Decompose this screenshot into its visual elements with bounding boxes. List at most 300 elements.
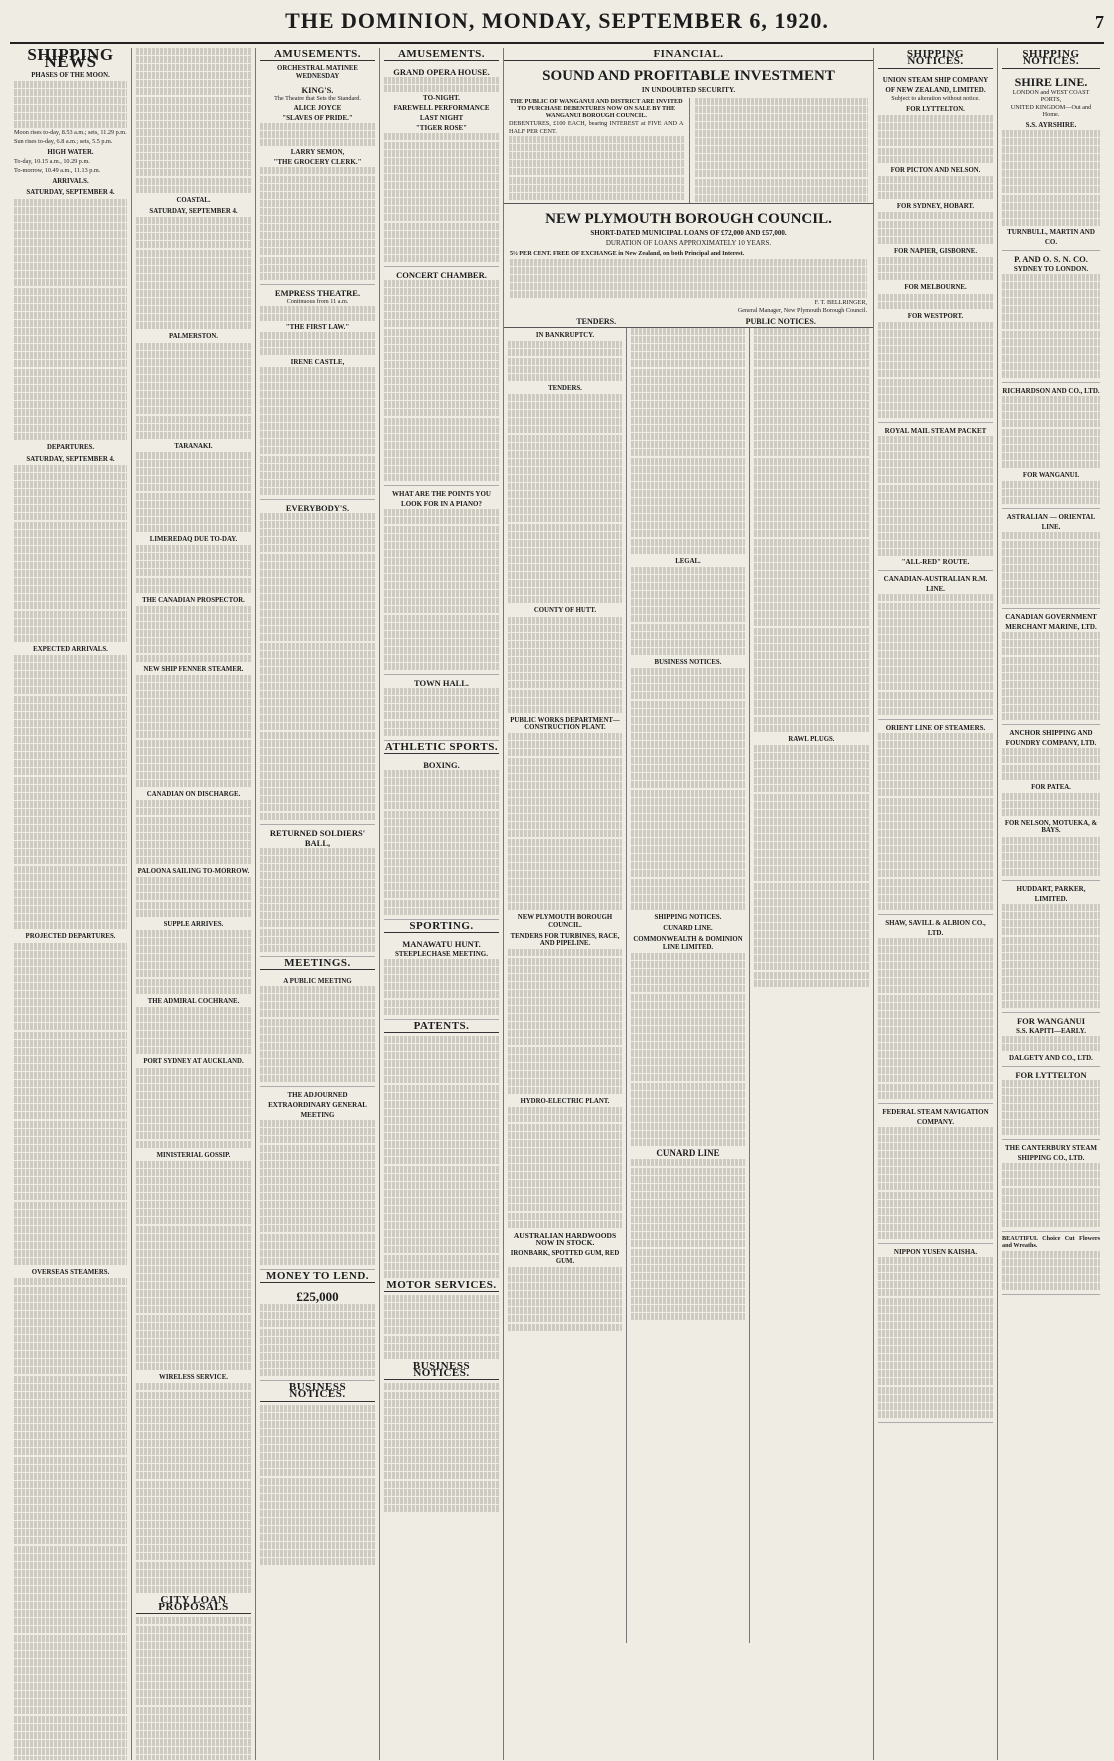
text-line-placeholder — [260, 176, 375, 183]
text-line-placeholder — [260, 715, 375, 722]
text-line-placeholder — [14, 1740, 127, 1747]
ad-concert-chamber — [384, 267, 499, 486]
text-line-placeholder — [14, 1376, 127, 1383]
text-line-placeholder — [260, 123, 375, 130]
tenders-column — [504, 328, 627, 1643]
text-line-placeholder — [508, 649, 622, 656]
text-line-placeholder — [754, 753, 869, 760]
text-line-placeholder — [1002, 1120, 1100, 1127]
ad-heading: UNION STEAM SHIP COMPANY OF NEW ZEALAND, LIMITED. — [882, 75, 989, 94]
subheading: SATURDAY, SEPTEMBER 4. — [149, 207, 238, 215]
text-line-placeholder — [260, 578, 375, 585]
text-line-placeholder — [260, 554, 375, 561]
text-line-placeholder — [631, 1265, 745, 1272]
text-line-placeholder — [136, 1355, 251, 1362]
text-line-placeholder — [878, 1298, 993, 1305]
text-line-placeholder — [695, 187, 869, 194]
ad-heading: RICHARDSON AND CO., LTD. — [1002, 387, 1100, 396]
text-line-placeholder — [1002, 937, 1100, 944]
text-line-placeholder — [631, 425, 745, 432]
text-line-placeholder — [754, 769, 869, 776]
text-line-placeholder — [878, 822, 993, 829]
text-line-placeholder — [754, 955, 869, 962]
text-line-placeholder — [14, 81, 127, 88]
text-line-placeholder — [260, 1250, 375, 1257]
text-line-placeholder — [508, 617, 622, 624]
ad-canadian-government — [1002, 609, 1100, 725]
text-line-placeholder — [754, 850, 869, 857]
text-line-placeholder — [384, 967, 499, 974]
text-line-placeholder — [878, 1354, 993, 1361]
text-line-placeholder — [878, 830, 993, 837]
text-line-placeholder — [136, 509, 251, 516]
text-line-placeholder — [878, 1403, 993, 1410]
text-line-placeholder — [260, 1353, 375, 1360]
text-line-placeholder — [136, 48, 251, 55]
subheading: COUNTY OF HUTT. — [533, 607, 597, 615]
text-line-placeholder — [631, 344, 745, 351]
text-line-placeholder — [14, 239, 127, 246]
text-line-placeholder — [878, 1067, 993, 1074]
text-line-placeholder — [695, 122, 869, 129]
text-line-placeholder — [878, 403, 993, 410]
text-line-placeholder — [136, 561, 251, 568]
text-line-placeholder — [384, 631, 499, 638]
text-line-placeholder — [384, 794, 499, 801]
text-line-placeholder — [508, 814, 622, 821]
text-line-placeholder — [631, 1208, 745, 1215]
text-line-placeholder — [136, 683, 251, 690]
text-line-placeholder — [260, 1534, 375, 1541]
subheading: LIMEREDAQ DUE TO-DAY. — [149, 535, 238, 543]
text-line-placeholder — [1002, 657, 1100, 664]
text-line-placeholder — [260, 780, 375, 787]
text-line-placeholder — [878, 229, 993, 236]
text-line-placeholder — [508, 1107, 622, 1114]
text-line-placeholder — [14, 627, 127, 634]
ad-heading: BOXING. — [423, 760, 460, 771]
ad-shire-line — [1002, 72, 1100, 251]
text-line-placeholder — [1002, 597, 1100, 604]
column-coastal-news — [132, 48, 256, 1760]
ad-heading: MANAWATU HUNT. — [402, 939, 481, 950]
text-line-placeholder — [878, 1362, 993, 1369]
ad-manawatu-hunt — [384, 936, 499, 1020]
text-line-placeholder — [14, 1497, 127, 1504]
text-line-placeholder — [14, 655, 127, 662]
text-line-placeholder — [14, 1064, 127, 1071]
text-line-placeholder — [260, 439, 375, 446]
text-line-placeholder — [508, 1307, 622, 1314]
text-line-placeholder — [260, 732, 375, 739]
text-line-placeholder — [136, 715, 251, 722]
text-line-placeholder — [260, 643, 375, 650]
text-line-placeholder — [631, 977, 745, 984]
text-line-placeholder — [631, 328, 745, 335]
text-line-placeholder — [260, 1320, 375, 1327]
text-line-placeholder — [136, 322, 251, 329]
text-line-placeholder — [384, 991, 499, 998]
text-line: THE PUBLIC OF WANGANUI AND DISTRICT ARE INVITED TO PURCHASE DEBENTURES NOW ON SALE BY THE WANGANUI BOROUGH COUNCIL. — [509, 97, 683, 120]
text-line-placeholder — [631, 1297, 745, 1304]
text-line-placeholder — [14, 1327, 127, 1334]
text-line-placeholder — [14, 1457, 127, 1464]
text-line-placeholder — [508, 366, 622, 373]
text-line-placeholder — [754, 530, 869, 537]
text-line-placeholder — [260, 856, 375, 863]
text-line-placeholder — [631, 591, 745, 598]
text-line-placeholder — [384, 811, 499, 818]
text-line-placeholder — [14, 401, 127, 408]
text-line-placeholder — [136, 113, 251, 120]
text-line-placeholder — [754, 810, 869, 817]
text-line-placeholder — [14, 914, 127, 921]
text-line-placeholder — [260, 888, 375, 895]
text-line-placeholder — [136, 1707, 251, 1714]
text-line-placeholder — [260, 772, 375, 779]
ad-flowers — [1002, 1232, 1100, 1295]
text-line-placeholder — [14, 1161, 127, 1168]
text-line-placeholder — [631, 522, 745, 529]
text-line-placeholder — [631, 969, 745, 976]
text-line-placeholder — [878, 635, 993, 642]
wanganui-ad — [504, 98, 873, 204]
text-line-placeholder — [260, 602, 375, 609]
text-line-placeholder — [260, 240, 375, 247]
text-line-placeholder — [14, 473, 127, 480]
text-line-placeholder — [1002, 420, 1100, 427]
text-line-placeholder — [508, 690, 622, 697]
text-line-placeholder — [136, 833, 251, 840]
text-line-placeholder — [508, 665, 622, 672]
text-line-placeholder — [1002, 665, 1100, 672]
text-line-placeholder — [136, 578, 251, 585]
text-line-placeholder — [508, 790, 622, 797]
text-line-placeholder — [136, 1031, 251, 1038]
text-line-placeholder — [631, 547, 745, 554]
text-line-placeholder — [1002, 219, 1100, 226]
text-line-placeholder — [384, 418, 499, 425]
section-heading: MEETINGS. — [260, 957, 375, 970]
text-line-placeholder — [508, 515, 622, 522]
text-line-placeholder — [631, 441, 745, 448]
text-line-placeholder — [384, 1424, 499, 1431]
text-line-placeholder — [14, 215, 127, 222]
text-line-placeholder — [14, 959, 127, 966]
text-line-placeholder — [878, 995, 993, 1002]
text-line-placeholder — [878, 1084, 993, 1091]
text-line-placeholder — [384, 598, 499, 605]
ad-heading: TOWN HALL. — [413, 678, 470, 689]
ad-heading: STEEPLECHASE MEETING. — [395, 950, 488, 959]
text-line-placeholder — [878, 1224, 993, 1231]
text-line-placeholder — [14, 663, 127, 670]
text-line-placeholder — [14, 882, 127, 889]
text-line-placeholder — [14, 1040, 127, 1047]
text-line-placeholder — [1002, 412, 1100, 419]
text-line-placeholder — [631, 567, 745, 574]
text-line-placeholder — [260, 1185, 375, 1192]
text-line-placeholder — [631, 1200, 745, 1207]
subheading: DEPARTURES. — [46, 444, 95, 452]
text-line-placeholder — [754, 579, 869, 586]
text-line-placeholder — [1002, 648, 1100, 655]
text-line-placeholder — [136, 979, 251, 986]
text-line-placeholder — [14, 1250, 127, 1257]
masthead-title: THE DOMINION, MONDAY, SEPTEMBER 6, 1920. — [285, 8, 829, 33]
text-line-placeholder — [509, 144, 684, 151]
text-line-placeholder — [136, 970, 251, 977]
text-line-placeholder — [1002, 290, 1100, 297]
text-line-placeholder — [754, 619, 869, 626]
text-line-placeholder — [384, 867, 499, 874]
text-line-placeholder — [384, 1101, 499, 1108]
text-line-placeholder — [14, 1343, 127, 1350]
text-line-placeholder — [384, 1271, 499, 1278]
text-line-placeholder — [136, 586, 251, 593]
text-line: Sun rises to-day, 6.8 a.m.; sets, 5.5 p.m. — [14, 137, 113, 145]
text-line-placeholder — [14, 1570, 127, 1577]
text-line-placeholder — [14, 1121, 127, 1128]
text-line-placeholder — [754, 947, 869, 954]
text-line-placeholder — [754, 587, 869, 594]
text-line-placeholder — [136, 841, 251, 848]
text-line-placeholder — [754, 785, 869, 792]
text-line-placeholder — [260, 273, 375, 280]
text-line-placeholder — [260, 675, 375, 682]
text-line-placeholder — [14, 336, 127, 343]
text-line-placeholder — [384, 385, 499, 392]
ad-heading: TO-NIGHT. — [423, 94, 460, 103]
text-line-placeholder — [136, 72, 251, 79]
text-line-placeholder — [14, 1226, 127, 1233]
text-line-placeholder — [136, 250, 251, 257]
ad-heading: "THE FIRST LAW." — [285, 323, 350, 332]
text-line-placeholder — [14, 1432, 127, 1439]
text-line-placeholder — [14, 1562, 127, 1569]
text-line-placeholder — [260, 634, 375, 641]
text-line-placeholder — [631, 1168, 745, 1175]
ad-heading: FAREWELL PERFORMANCE — [393, 104, 490, 113]
text-line-placeholder — [631, 749, 745, 756]
text-line-placeholder — [878, 1035, 993, 1042]
text-line-placeholder — [260, 848, 375, 855]
text-line-placeholder — [1002, 845, 1100, 852]
text-line-placeholder — [136, 780, 251, 787]
text-line-placeholder — [631, 417, 745, 424]
text-line-placeholder — [14, 841, 127, 848]
text-line-placeholder — [631, 676, 745, 683]
text-line-placeholder — [878, 1143, 993, 1150]
text-line-placeholder — [508, 1055, 622, 1062]
column-amusements-1 — [256, 48, 380, 1760]
text-line-placeholder — [631, 668, 745, 675]
text-line-placeholder — [631, 433, 745, 440]
text-line-placeholder — [136, 1747, 251, 1754]
text-line-placeholder — [260, 707, 375, 714]
text-line-placeholder — [260, 131, 375, 138]
text-line-placeholder — [384, 778, 499, 785]
text-line-placeholder — [260, 748, 375, 755]
text-line-placeholder — [754, 826, 869, 833]
text-line-placeholder — [631, 409, 745, 416]
text-line-placeholder — [1002, 969, 1100, 976]
text-line-placeholder — [631, 961, 745, 968]
text-line-placeholder — [136, 893, 251, 900]
text-line-placeholder — [508, 443, 622, 450]
ad-canadian-australian — [878, 571, 993, 719]
text-line-placeholder — [508, 435, 622, 442]
text-line-placeholder — [508, 774, 622, 781]
text-line-placeholder — [136, 1682, 251, 1689]
text-line-placeholder — [878, 683, 993, 690]
text-line-placeholder — [508, 839, 622, 846]
text-line-placeholder — [878, 978, 993, 985]
text-line-placeholder — [508, 1014, 622, 1021]
text-line-placeholder — [260, 904, 375, 911]
text-line-placeholder — [878, 667, 993, 674]
text-line-placeholder — [508, 1030, 622, 1037]
text-line-placeholder — [136, 343, 251, 350]
text-line-placeholder — [384, 434, 499, 441]
text-line-placeholder — [508, 475, 622, 482]
text-line-placeholder — [136, 161, 251, 168]
text-line-placeholder — [260, 1145, 375, 1152]
text-line-placeholder — [384, 442, 499, 449]
ad-grand-opera — [384, 64, 499, 267]
text-line-placeholder — [1002, 705, 1100, 712]
text-line-placeholder — [1002, 1251, 1100, 1258]
text-line-placeholder — [384, 85, 499, 92]
section-heading: CITY LOAN PROPOSALS — [136, 1594, 251, 1615]
text-line-placeholder — [260, 691, 375, 698]
text-line-placeholder — [631, 1002, 745, 1009]
text-line-placeholder — [1002, 489, 1100, 496]
text-line-placeholder — [508, 1156, 622, 1163]
text-line-placeholder — [508, 483, 622, 490]
text-line-placeholder — [136, 748, 251, 755]
text-line-placeholder — [1002, 904, 1100, 911]
text-line-placeholder — [508, 572, 622, 579]
text-line-placeholder — [14, 1169, 127, 1176]
text-line-placeholder — [384, 231, 499, 238]
text-line-placeholder — [260, 1193, 375, 1200]
text-line-placeholder — [136, 772, 251, 779]
subheading: THE CANADIAN PROSPECTOR. — [142, 596, 245, 604]
text-line-placeholder — [384, 1238, 499, 1245]
text-line-placeholder — [136, 1331, 251, 1338]
text-line-placeholder — [1002, 1044, 1100, 1051]
text-line-placeholder — [631, 530, 745, 537]
text-line-placeholder — [631, 490, 745, 497]
page-number: 7 — [1095, 12, 1104, 32]
section-heading: SHIPPING NOTICES. — [1002, 48, 1100, 69]
text-line-placeholder — [260, 1153, 375, 1160]
text-line-placeholder — [631, 575, 745, 582]
text-line-placeholder — [14, 720, 127, 727]
text-line-placeholder — [754, 498, 869, 505]
text-line-placeholder — [260, 586, 375, 593]
text-line-placeholder — [260, 472, 375, 479]
text-line-placeholder — [878, 212, 993, 219]
ad-heading: ASTRALIAN — ORIENTAL LINE. — [1006, 513, 1096, 532]
text-line-placeholder — [878, 273, 993, 280]
text-line-placeholder — [136, 638, 251, 645]
text-line-placeholder — [631, 449, 745, 456]
text-line-placeholder — [260, 332, 375, 339]
text-line-placeholder — [14, 296, 127, 303]
text-line-placeholder — [1002, 1112, 1100, 1119]
text-line-placeholder — [136, 493, 251, 500]
text-line-placeholder — [384, 663, 499, 670]
text-line-placeholder — [631, 1176, 745, 1183]
text-line-placeholder — [260, 994, 375, 1001]
text-line-placeholder — [260, 513, 375, 520]
subheading: PORT SYDNEY AT AUCKLAND. — [143, 1058, 244, 1066]
text-line-placeholder — [14, 1177, 127, 1184]
text-line-placeholder — [754, 842, 869, 849]
text-line-placeholder — [14, 513, 127, 520]
text-line-placeholder — [878, 192, 993, 199]
text-line-placeholder — [14, 1618, 127, 1625]
text-line-placeholder — [136, 64, 251, 71]
text-line-placeholder — [754, 972, 869, 979]
text-line-placeholder — [878, 806, 993, 813]
text-line-placeholder — [754, 931, 869, 938]
text-line-placeholder — [508, 806, 622, 813]
text-line-placeholder — [754, 708, 869, 715]
text-line-placeholder — [136, 1642, 251, 1649]
text-line-placeholder — [631, 879, 745, 886]
text-line-placeholder — [136, 460, 251, 467]
text-line-placeholder — [14, 1032, 127, 1039]
subheading: HIGH WATER. — [47, 149, 94, 157]
text-line-placeholder — [754, 328, 869, 335]
text-line-placeholder — [754, 393, 869, 400]
text-line-placeholder — [508, 1047, 622, 1054]
text-line-placeholder — [136, 1323, 251, 1330]
text-line-placeholder — [878, 387, 993, 394]
section-heading: FINANCIAL. — [504, 48, 873, 61]
text-line-placeholder — [14, 1683, 127, 1690]
text-line-placeholder — [136, 1124, 251, 1131]
text-line-placeholder — [754, 700, 869, 707]
text-line-placeholder — [878, 1411, 993, 1418]
text-line-placeholder — [1002, 853, 1100, 860]
text-line: To-day, 10.15 a.m., 10.29 p.m. — [14, 158, 90, 166]
text-line-placeholder — [508, 998, 622, 1005]
text-line-placeholder — [14, 1546, 127, 1553]
text-line-placeholder — [508, 1087, 622, 1094]
text-line-placeholder — [14, 570, 127, 577]
text-line-placeholder — [631, 994, 745, 1001]
ad-heading: SHAW, SAVILL & ALBION CO., LTD. — [885, 918, 986, 937]
text-line-placeholder — [260, 872, 375, 879]
text-line-placeholder — [260, 265, 375, 272]
text-line-placeholder — [136, 1068, 251, 1075]
text-line-placeholder — [260, 912, 375, 919]
text-line-placeholder — [136, 468, 251, 475]
ad-nippon — [878, 1244, 993, 1423]
text-line-placeholder — [1002, 437, 1100, 444]
text-line-placeholder — [384, 647, 499, 654]
ad-heading: ORIENT LINE OF STEAMERS. — [885, 723, 986, 732]
text-line-placeholder — [260, 1312, 375, 1319]
subheading: CUNARD LINE — [656, 1148, 720, 1159]
text-line-placeholder — [878, 741, 993, 748]
text-line-placeholder — [508, 358, 622, 365]
text-line-placeholder — [508, 1063, 622, 1070]
